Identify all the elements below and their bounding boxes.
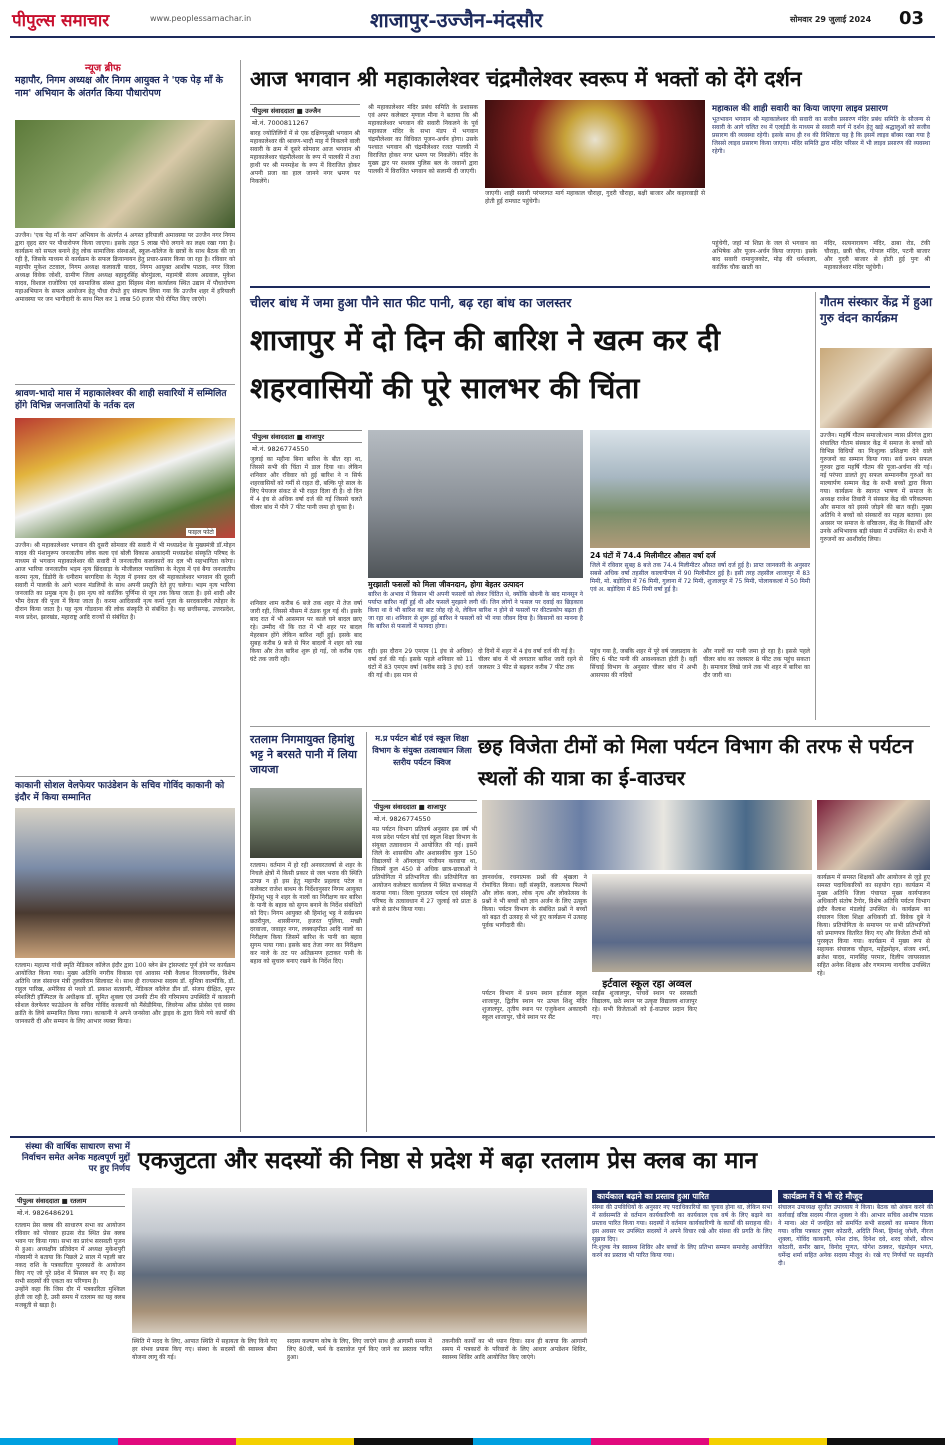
divider bbox=[250, 286, 930, 288]
press-mid-head: कार्यकाल बढ़ाने का प्रस्ताव हुआ पारित bbox=[592, 1190, 772, 1203]
press-headline: एकजुटता और सदस्यों की निष्ठा से प्रदेश में बढ़ा रतलाम प्रेस क्लब का मान bbox=[138, 1147, 758, 1174]
dam-col3b: दो दिनों में शहर में 4 इंच वर्षा दर्ज की गई है। चीलर बांध में भी लगातार बारिश जारी रहने से जलस्तर 3 फीट से बढ़कर करीब 7 फीट तक bbox=[478, 648, 583, 671]
quiz-photo-caption: इर्टवाल स्कूल रहा अव्वल bbox=[602, 979, 692, 990]
dam-mobile: मो.नं. 9826774550 bbox=[252, 445, 309, 453]
dam-col2: शनिवार शाम करीब 6 बजे तक शहर में तेज वर्षा जारी रही, जिससे मौसम में ठंडक घुल गई थी। इसके बाद रात में भी आसमान पर काले घने बादल छाए रहे। उम्मीद थी कि रात में भी शहर पर बादल मेहरबान होंगे लेकिन बारिश नहीं हुई। इसके बाद सुबह करीब 9 बजे से फिर बादलों ने शहर को रख किया और तेज बारिश शुरू हो गई, जो करीब एक घंटे तक जारी रही। bbox=[250, 600, 364, 663]
gautam-headline: गौतम संस्कार केंद्र में हुआ गुरु वंदन कार्यक्रम bbox=[820, 295, 933, 325]
edition-title: शाजापुर-उज्जैन-मंदसौर bbox=[370, 8, 543, 32]
photo-credit: फाइल फोटो bbox=[188, 529, 214, 536]
quiz-award-photo bbox=[817, 800, 930, 870]
tourism-col3: पर्यटन विभाग में प्रथम स्थान इर्टवाल स्कूल शाजापुर, द्वितीय स्थान पर उत्पल शिशु मंदिर शुजालपुर, तृतीय स्थान पर एजुकेशन अकादमी स्कूल शाजापुर, चौथे स्थान पर सैंट bbox=[482, 990, 589, 1021]
photo2-body: जिले में रविवार सुबह 8 बजे तक 74.4 मिलीमीटर औसत वर्षा दर्ज हुई है। प्राप्त जानकारी के अनुसार सबसे अधिक वर्षा तहसील कालापीपल में 90 मिलीमीटर हुई है। इसी तरह तहसील शाजापुर में 83 मिमी, मो. बड़ोदिया में 76 मिमी, गुलाना में 72 मिमी, शुजालपुर में 75 मिमी, पोलायकलां में 50 मिमी एवं अ. बड़ोदिया में 85 मिमी वर्षा हुई है। bbox=[590, 562, 812, 593]
tourism-headline: छह विजेता टीमों को मिला पर्यटन विभाग की तरफ से पर्यटन स्थलों की यात्रा का ई-वाउचर bbox=[478, 734, 913, 790]
dam-kicker: चीलर बांध में जमा हुआ पौने सात फीट पानी, बढ़ रहा बांध का जलस्तर bbox=[250, 295, 572, 310]
lead-col1: बारह ज्योतिलिंगों में से एक दक्षिणमुखी भगवान श्री महाकालेश्वर की श्रावण-भादौ माह में निकलने वाली सवारी के क्रम में दूसरे सोमवार आज भगवान श्री महाकालेश्वर चंद्रमौलेश्वर के रूप में पालकी में तथा हाथी पर श्री मनमहेश के रूप में विराजित होकर अपनी प्रजा का हाल जानने नगर भ्रमण पर निकलेंगे। bbox=[250, 130, 362, 185]
quiz-hall-photo bbox=[592, 874, 812, 972]
dam-photo bbox=[590, 430, 810, 548]
lead-mobile: मो.नं. 7000811267 bbox=[252, 119, 309, 127]
masthead bbox=[0, 0, 945, 48]
lead-col6: मंदिर, सत्यनारायण मंदिर, ढाबा रोड, टंकी चौराहा, छत्री चौक, गोपाल मंदिर, पटनी बाजार और गुदरी बाजार से होती हुई पुनः श्री महाकालेश्वर मंदिर पहुंचेगी। bbox=[824, 240, 932, 271]
registration-marks bbox=[0, 1438, 945, 1445]
press-right-head: कार्यक्रम में ये भी रहे मौजूद bbox=[778, 1190, 933, 1203]
press-club-meeting-photo bbox=[132, 1188, 587, 1333]
brief-story2-headline: श्रावण-भादो मास में महाकालेश्वर की शाही सवारियों में सम्मिलित होंगे विभिन्न जनजातियों के नर्तक दल bbox=[15, 389, 227, 411]
press-col3: सदस्य कल्याण कोष के लिए, लिए जाएंगे साथ ही आगामी समय में लिए 80जी, फर्म के दस्तावेज पूर्ण किए जाने का प्रस्ताव पारित हुआ। bbox=[287, 1338, 434, 1361]
gautam-body: उज्जैन। महर्षि गौतम समाजोत्थान न्यास फ्रीगंज द्वारा संचालित गौतम संस्कार केंद्र में समाज के बच्चों को विभिन्न विधियों का निःशुल्क प्रशिक्षण देने वाले गुरुजनों का सम्मान किया गया। सर्व प्रथम सफल गुरुवर द्वारा महर्षि गौतम की पूजा-अर्चना की गई। नई परंपरा डालते हुए सफल सम्माननीय गुरुओं का माल्यार्पण सम्मान केंद्र के सभी बच्चों द्वारा किया गया। कार्यक्रम के स्वागत भाषण में समाज के अध्यक्ष राजेश तिवारी ने संस्कार केंद्र की परिकल्पना और समाज को इससे जोड़ने की बात कही। मुख्य अतिथि ने बच्चों को संस्कारों का महत्व बताया। इस अवसर पर समाज के वरिष्ठजन, केंद्र के विद्यार्थी और उनके अभिभावक बड़ी संख्या में उपस्थित थे। सभी ने गुरुजनों का आशीर्वाद लिया। bbox=[820, 432, 934, 543]
press-col2: स्थिति में मदद के लिए, आपात स्थिति में सहायता के लिए किये गए हर संभव प्रयास किए गए। संस्था के सदस्यों की स्वास्थ्य बीमा योजना लागू की गई। bbox=[132, 1338, 279, 1361]
brief-story2-body: उज्जैन। श्री महाकालेश्वर भगवान की दूसरी सोमवार की सवारी में भी मध्यप्रदेश के मुख्यमंत्री डॉ.मोहन यादव की मंशानुरूप जनजातीय लोक कला एवं बोली विकास अकादमी मध्यप्रदेश संस्कृति परिषद के माध्यम से भगवान महाकालेश्वर की सवारी में जनजातीय कलाकारों का दल भी सहभागिता करेगा। आज भारिया जनजातीय भड़म नृत्य छिंदवाड़ा के मौजीलाल पचालिया के नेतृत्व में एवं बैगा जनजातीय करमा नृत्य, डिंडोरी के धनीराम बरगदिया के नेतृत्व में इनका दल श्री महाकालेश्वर भगवान की दूसरी सवारी में पालकी के आगे भजन मंडलियों के साथ अपनी प्रस्तुति देते हुए चलेगा। भड़म नृत्य भारिया जनजाति का प्रमुख नृत्य है। इस नृत्य को कार्तिक पूर्णिमा से जून तक किया जाता है। इसे शादी और भीम देवता की पूजा में किया जाता है। करमा आदिवासी नृत्य कर्मा पूजा के सरदकालीन त्योहार के दौरान किया जाता है। यह नृत्य गोंडवाना की लोक संस्कृति से संबंधित है। यह छत्तीसगढ़, उत्तरप्रदेश, मध्य प्रदेश, झारखंड, महाराष्ट्र आदि राज्यों से संबंधित है। bbox=[15, 542, 237, 621]
lead-col5: पहुंचेगी, जहां मां शिप्रा के जल से भगवान का अभिषेक और पूजन-अर्चन किया जाएगा। इसके बाद सवारी रामानुजकोट, मोढ़ की धर्मशाला, कार्तिक चौक खाती का bbox=[712, 240, 819, 271]
award-ceremony-photo bbox=[15, 808, 235, 958]
lead-byline: पीपुल्स संवाददाता ■ उज्जैन bbox=[250, 104, 360, 117]
live-broadcast-head: महाकाल की शाही सवारी का किया जाएगा लाइव प्रसारण bbox=[712, 104, 888, 114]
lead-col3: जाएगी। शाही सवारी परंपरागत मार्ग महाकाल चौराहा, गुदरी चौराहा, बक्षी बाजार और कहारवाड़ी से होती हुई रामघाट पहुंचेगी। bbox=[485, 190, 707, 205]
tourism-col2: ज्ञानवर्धक, रचनात्मक प्रश्नों की श्रृंखला ने रोमांचित किया। वहीं संस्कृति, कलात्मक फिल्मों और लोक कला, लोक नृत्य और लोकोत्सव के प्रश्नों ने भी बच्चों को ज्ञान अर्जन के लिए उत्सुक किया। पर्यटन विभाग के संबंधित प्रश्नों ने बच्चों को बढ़त दी उत्साह से भरे हुए कार्यक्रम में उत्साह पूर्वक भागीदारी की। bbox=[482, 874, 589, 929]
mahakal-idol-photo bbox=[485, 100, 705, 188]
brief-story3-body: रतलाम। महात्मा गांधी स्मृति मेडिकल कॉलेज इंदौर द्वारा 100 ब्लेन ब्रेन ट्रांसप्लांट पूर्ण होने पर कार्यक्रम आयोजित किया गया। मुख्य अतिथि नगरीय विकास एवं आवास मंत्री कैलाश विजयवर्गीय, विशेष अतिथि जल संसाधन मंत्री तुलसीराम सिलावट थे। साथ ही राज्यसभा सदस्य डॉ. सुमित्रा वाल्मीकि, डॉ. राहुल पारिख, अमेरिका से पधारे डॉ. प्रकाश सतवानी, मेडिकल कॉलेज डीन डॉ. संजय दीक्षित, सुपर स्पेशलिटी हॉस्पिटल के अधीक्षक डॉ. सुमित शुक्ला एवं उनकी टीम की गरिमामय उपस्थिति में काकानी सोशल वेलफेयर फाउंडेशन के सचिव गोविंद काकानी को मैंसेडीमिया, लिवरेन्स ऑफ़ प्रोसेस एवं स्वस्थ क्रांति के लिये सम्मानित किया गया। काकानी ने अपने जनसेवा और ड्राइव के द्वारा किये गये कार्यों की जानकारी दी और सम्मान के लिए आभार व्यक्त किया। bbox=[15, 962, 237, 1025]
press-right-body: संचालन उपाध्यक्ष सुजीत उपाध्याय ने किया। बैठक को अंकन करने की कार्रवाई वरिष्ठ सदस्य नीरज शुक्ला ने की। आभार सचिव आशीष पाठक ने माना। अंत में जनहित को समर्पित सभी सदस्यों का सम्मान किया गया। वरिष्ठ पत्रकार तुषार कोठारी, अदिति मिश्रा, हिमांशु जोशी, नीरज शुक्ला, गोविंद काकानी, रमेश टांक, दिनेश दवे, शरद जोशी, सौरभ कोठारी, समीर खान, विनोद मूणत, योगेश ठक्कर, चंद्रमोहन भगत, धर्मेन्द्र शर्मा सहित अनेक सदस्य मौजूद थे। रखे गए निर्णयों पर सहमति दी। bbox=[778, 1204, 935, 1267]
brief-story3-headline: काकानी सोशल वेलफेयर फाउंडेशन के सचिव गोविंद काकानी को इंदौर में किया सम्मानित bbox=[15, 781, 225, 803]
press-kicker: संस्था की वार्षिक साधारण सभा में निर्वाचन समेत अनेक महत्वपूर्ण मुद्दों पर हुए निर्णय bbox=[21, 1142, 130, 1174]
tribal-dance-photo bbox=[15, 418, 235, 538]
dam-col3a: रही। इस दौरान 29 एमएम (1 इंच से अधिक) वर्षा दर्ज की गई। इसके पहले शनिवार को 11 घंटों में 83 एमएम वर्षा (करीब साढ़े 3 इंच) दर्ज की गई थी। इस मान से bbox=[368, 648, 475, 679]
press-mobile: मो.नं. 9826486291 bbox=[17, 1209, 74, 1217]
lead-col2: श्री महाकालेश्वर मंदिर प्रबंध समिति के प्रशासक एवं अपर कलेक्टर मृणाल मीना ने बताया कि श्री महाकालेश्वर भगवान की सवारी निकलने के पूर्व महाकाल मंदिर के सभा मंडप में भगवान चंद्रमौलेश्वर का विधिवत पूजन-अर्चन होगा। उसके पश्चात भगवान श्री चंद्रमौलेश्वर रजत पालकी में विराजित होकर नगर भ्रमण पर निकलेंगे। मंदिर के मुख्य द्वार पर सशस्त्र पुलिस बल के जवानों द्वारा पालकी में विराजित भगवान को सलामी दी जाएगी। bbox=[368, 104, 480, 175]
rain-photo bbox=[368, 430, 583, 578]
website-link[interactable]: www.peoplessamachar.in bbox=[150, 14, 252, 23]
ratlam-rain-body: रतलाम। वर्तमान में हो रही अनवरतवर्षा से शहर के निचले क्षेत्रों में किसी प्रकार से जल भराव की स्थिति उत्पन्न न हो इस हेतु महापौर प्रहलाद पटेल व कलेक्टर राजेश बाथम के निर्देशानुसार निगम आयुक्त हिमांशु भट्ट ने शहर के नालों का निरीक्षण कर बारिश के पानी के बहाव को सुगम बनाने के निर्देश संबंधितों को दिए। निगम आयुक्त श्री हिमांशु भट्ट ने सर्वप्रथम छतरीपुल, शास्त्रीनगर, हजरत पुलिया, मच्छी दरवाजा, जवाहर नगर, लक्कड़पीठा आदि नालों का निरीक्षण किया जिसमें बारिश के पानी का बहाव सुगम पाया गया। इसके बाद तेजा नगर का निरीक्षण कर नाले के तट पर अतिक्रमण हटाकर पानी के बहाव को सुचारु बनाए रखने के निर्देश दिए। bbox=[250, 862, 364, 965]
dam-col1: जुलाई का महीना बिना बारिश के बीत रहा था, जिससे सभी की चिंता में डाल दिया था। लेकिन शनिवार और रविवार को हुई बारिश ने न सिर्फ शहरवासियों को गर्मी से राहत दी, बल्कि पूरे साल के लिए पेयजल संकट से भी राहत दिला दी है। दो दिन में 4 इंच से अधिक वर्षा दर्ज की गई जिससे चलते चीलर बांध में पौने 7 फीट पानी जमा हो चुका है। bbox=[250, 456, 364, 511]
photo2-caption: 24 घंटों में 74.4 मिलीमीटर औसत वर्षा दर्ज bbox=[590, 551, 716, 560]
brief-story1-body: उज्जैन। 'एक पेड़ माँ के नाम' अभियान के अंतर्गत 4 अगस्त हरियाली अमावस्या पर उज्जैन नगर निगम द्वारा वृहद स्तर पर पौधारोपण किया जाएगा। इसके तहत 5 लाख पौधे लगाने का लक्ष्य रखा गया है। कार्यक्रम को सफल बनाने हेतु लोक सामाजिक संस्थाओं, स्कूल-कॉलेज के छात्रों के साथ बैठक की जा रही है, जिसके माध्यम से कार्यक्रम के सफल क्रियान्वयन हेतु प्रचार-प्रसार किया जा रहा है। रविवार को महापौर मुकेश टटवाल, निगम अध्यक्ष कलावती यादव, निगम आयुक्त आशीष पाठक, नगर जिला अध्यक्ष विवेक जोशी, ग्रामीण जिला अध्यक्ष बहादुरसिंह बोरमुंडला, महामंत्री संजय अग्रवाल, मुकेश यादव, विशाल राजोरिया एवं सामाजिक संस्था द्वारा सिंहस्थ मेला कार्यालय स्थित उद्यान में पौधारोपण महाअभियान के सफल आयोजन हेतु पौधा रोपते हुए संकल्प लिया गया कि उज्जैन शहर में हरियाली अमावस्या पर जन भागीदारी के साथ मिल कर 1 लाख 50 हजार पौधे रोपित किए जाएंगे। bbox=[15, 232, 237, 303]
live-broadcast-body: भूतभावन भगवान श्री महाकालेश्वर की सवारी का सजीव प्रसारण मंदिर प्रबंध समिति के सौजन्य से सवारी के आगे चलित रथ में एलईडी के माध्यम से सवारी मार्ग में दर्शन हेतु खड़े श्रद्धालुओं को सजीव प्रसारण की व्यवस्था रहेगी। इसके साथ ही रथ की विशिष्टता यह है कि इसमें लाइव बॉक्स रखा गया है जिससे लाइव प्रसारण किया जाएगा। मंदिर समिति द्वारा मंदिर परिसर में भी लाइव प्रसारण की व्यवस्था रहेगी। bbox=[712, 116, 932, 155]
quiz-winners-photo bbox=[482, 800, 812, 870]
gautam-event-photo bbox=[820, 348, 932, 428]
divider bbox=[250, 726, 930, 727]
masthead-divider bbox=[10, 36, 935, 38]
tourism-col4: साईंस शुजालपुर, पांचवें स्थान पर सरस्वती विद्यालय, छठे स्थान पर उत्कृष्ट विद्यालय शाजापुर रहे। सभी विजेताओं को ई-वाउचर प्रदान किए गए। bbox=[592, 990, 699, 1021]
tourism-col1: मप्र पर्यटन विभाग प्रतिवर्ष अनुसार इस वर्ष भी मध्य प्रदेश पर्यटन बोर्ड एवं स्कूल शिक्षा विभाग के संयुक्त तत्वावधान में आयोजित की गई। इसमें जिले के शासकीय और अशासकीय कुल 150 विद्यालयों ने ऑनलाइन पंजीयन करवाया था, जिसमें कुल 450 से अधिक छात्र-छात्राओं ने प्रतियोगिता में प्रतिभागिता की। प्रतियोगिता का आयोजन कलेक्टर कार्यालय में स्थित सभाकक्ष में कराया गया। जिला पुरातत्व पर्यटन एवं संस्कृति परिषद के तत्वावधान में 27 जुलाई को प्रातः 8 बजे से प्रारंभ किया गया। bbox=[372, 826, 479, 913]
tourism-col5-continued bbox=[702, 990, 812, 1132]
vertical-divider bbox=[240, 60, 241, 1132]
dam-byline: पीपुल्स संवाददाता ■ शाजापुर bbox=[250, 430, 362, 443]
press-col4: तकनीकी कार्यों का भी ध्यान दिया। साथ ही बताया कि आगामी समय में पत्रकारों के परिवारों के लिए आधार अपडेशन शिविर, स्वास्थ्य शिविर आदि आयोजित किए जाएंगे। bbox=[442, 1338, 589, 1361]
brief-story1-headline: महापौर, निगम अध्यक्ष और निगम आयुक्त ने 'एक पेड़ माँ के नाम' अभियान के अंतर्गत किया पौधारोपण bbox=[15, 75, 223, 99]
vertical-divider bbox=[366, 732, 367, 1132]
tourism-col5: कार्यक्रम में समस्त शिक्षकों और आयोजन से जुड़े हुए समस्त पदाधिकारियों का सहयोग रहा। कार्यक्रम में मुख्य अतिथि जिला पंचायत मुख्य कार्यपालन अधिकारी संतोष टैगोर, विशेष अतिथि पर्यटन विभाग इंदौर कैलाश मंडलोई उपस्थित थे। कार्यक्रम का संचालन जिला शिक्षा अधिकारी डॉ. विवेक दुबे ने किया। प्रतियोगिता के समापन पर सभी प्रतिभागियों को प्रमाणपत्र वितरित किए गए और विजेता टीमों को पुरस्कृत किया गया। कार्यक्रम में मुख्य रूप से सहायक संचालक चौहान, महेंद्रमोहन, संजय शर्मा, ब्रजेश यादव, मानसिंह परमार, दिलीप जायसवाल सहित अनेक शिक्षक और गणमान्य नागरिक उपस्थित रहे। bbox=[817, 874, 932, 977]
publication-logo[interactable]: पीपुल्स समाचार bbox=[12, 11, 110, 31]
vertical-divider bbox=[815, 292, 816, 720]
photo1-body: बारिश के अभाव में किसान भी अपनी फसलों को लेकर चिंतित थे, क्योंकि बोवनी के बाद मानसून ने पर्याप्त बारिश नहीं हुई थी और फसलें मुरझाने लगी थीं। जिन लोगों ने फसल पर दवाई का छिड़काव किया था वे भी बारिश का बाट जोह रहे थे, लेकिन बारिश न होने से फसलों पर कीटप्रकोप बढ़ता ही जा रहा था। शनिवार से शुरू हुई बारिश ने फसलों को भी नया जीवन दिया है। किसानों का मानना है कि बारिश से फसलों में फायदा होगा। bbox=[368, 591, 585, 630]
lead-headline: आज भगवान श्री महाकालेश्वर चंद्रमौलेश्वर स्वरूप में भक्तों को देंगे दर्शन bbox=[250, 66, 802, 91]
page-number: 03 bbox=[899, 8, 925, 29]
divider bbox=[10, 1136, 935, 1138]
dam-col3c: पहुंच गया है, जबकि शहर में पूरे वर्ष जलप्रदाय के लिए 6 फीट पानी की आवश्यकता होती है। वहीं सिंचाई विभाग के अनुसार चीलर बांध में अभी आसपास की नदियों bbox=[590, 648, 699, 679]
news-brief-label: न्यूज ब्रीफ bbox=[85, 63, 121, 74]
press-byline: पीपुल्स संवाददाता ■ रतलाम bbox=[15, 1194, 125, 1207]
tourism-mobile: मो.नं. 9826774550 bbox=[374, 815, 431, 823]
ratlam-inspection-photo bbox=[250, 788, 362, 858]
photo1-caption: मुरझाती फसलों को मिला जीवनदान, होगा बेहतर उत्पादन bbox=[368, 580, 524, 589]
press-col1: रतलाम प्रेस क्लब की साधारण सभा का आयोजन रविवार को पोरवार हाउस रोड स्थित प्रेस क्लब भवन पर किया गया। सभा का प्रारंभ सरस्वती पूजन से हुआ। अध्यक्षीय प्रतिवेदन में अध्यक्ष मुकेशपुरी गोस्वामी ने बताया कि पिछले 2 साल में पहली बार नकद राशि के पत्रकारिता पुरस्कारों के आयोजन किए गए जो पूरे प्रदेश में मिसाल बन गए हैं। सह सभी सदस्यों की एकता का परिणाम है। उन्होंने कहा कि जिस दौर में पत्रकारिता मुश्किल होती जा रही है, उसी समय में रतलाम का यह क्लब मजबूती से खड़ा है। bbox=[15, 1222, 125, 1309]
plantation-photo bbox=[15, 120, 235, 228]
issue-date: सोमवार 29 जुलाई 2024 bbox=[790, 15, 872, 24]
press-mid-body: संस्था की उपविधियों के अनुसार नए पदाधिकारियों का चुनाव होना था, लेकिन सभा में सर्वसम्मति से वर्तमान कार्यकारिणी का कार्यकाल एक वर्ष के लिए बढ़ाने का प्रस्ताव पारित किया गया। सदस्यों ने वर्तमान कार्यकारिणी के कार्यों की सराहना की। इस अवसर पर उपस्थित सदस्यों ने अपने विचार रखे और संस्था की प्रगति के लिए सुझाव दिए। नि:शुल्क नेत्र स्वास्थ्य शिविर और बच्चों के लिए प्रतिभा सम्मान समारोह आयोजित करने का प्रस्ताव भी पारित किया गया। bbox=[592, 1204, 772, 1259]
divider bbox=[15, 776, 235, 777]
ratlam-rain-headline: रतलाम निगमायुक्त हिमांशु भट्ट ने बरसते पानी में लिया जायजा bbox=[250, 733, 358, 776]
tourism-kicker: म.प्र पर्यटन बोर्ड एवं स्कूल शिक्षा विभाग के संयुक्त तत्वावधान जिला स्तरीय पर्यटन क्विज bbox=[372, 733, 472, 767]
dam-headline: शाजापुर में दो दिन की बारिश ने खत्म कर दी शहरवासियों की पूरे सालभर की चिंता bbox=[250, 323, 721, 405]
dam-col3d: और नालों का पानी जमा हो रहा है। इससे पहले चीलर बांध का जलस्तर 8 फीट तक पहुंच सकता है। समाचार लिखे जाने तक भी शहर में बारिश का दौर जारी था। bbox=[703, 648, 812, 679]
divider bbox=[15, 384, 235, 385]
tourism-byline: पीपुल्स संवाददाता ■ शाजापुर bbox=[372, 800, 477, 813]
